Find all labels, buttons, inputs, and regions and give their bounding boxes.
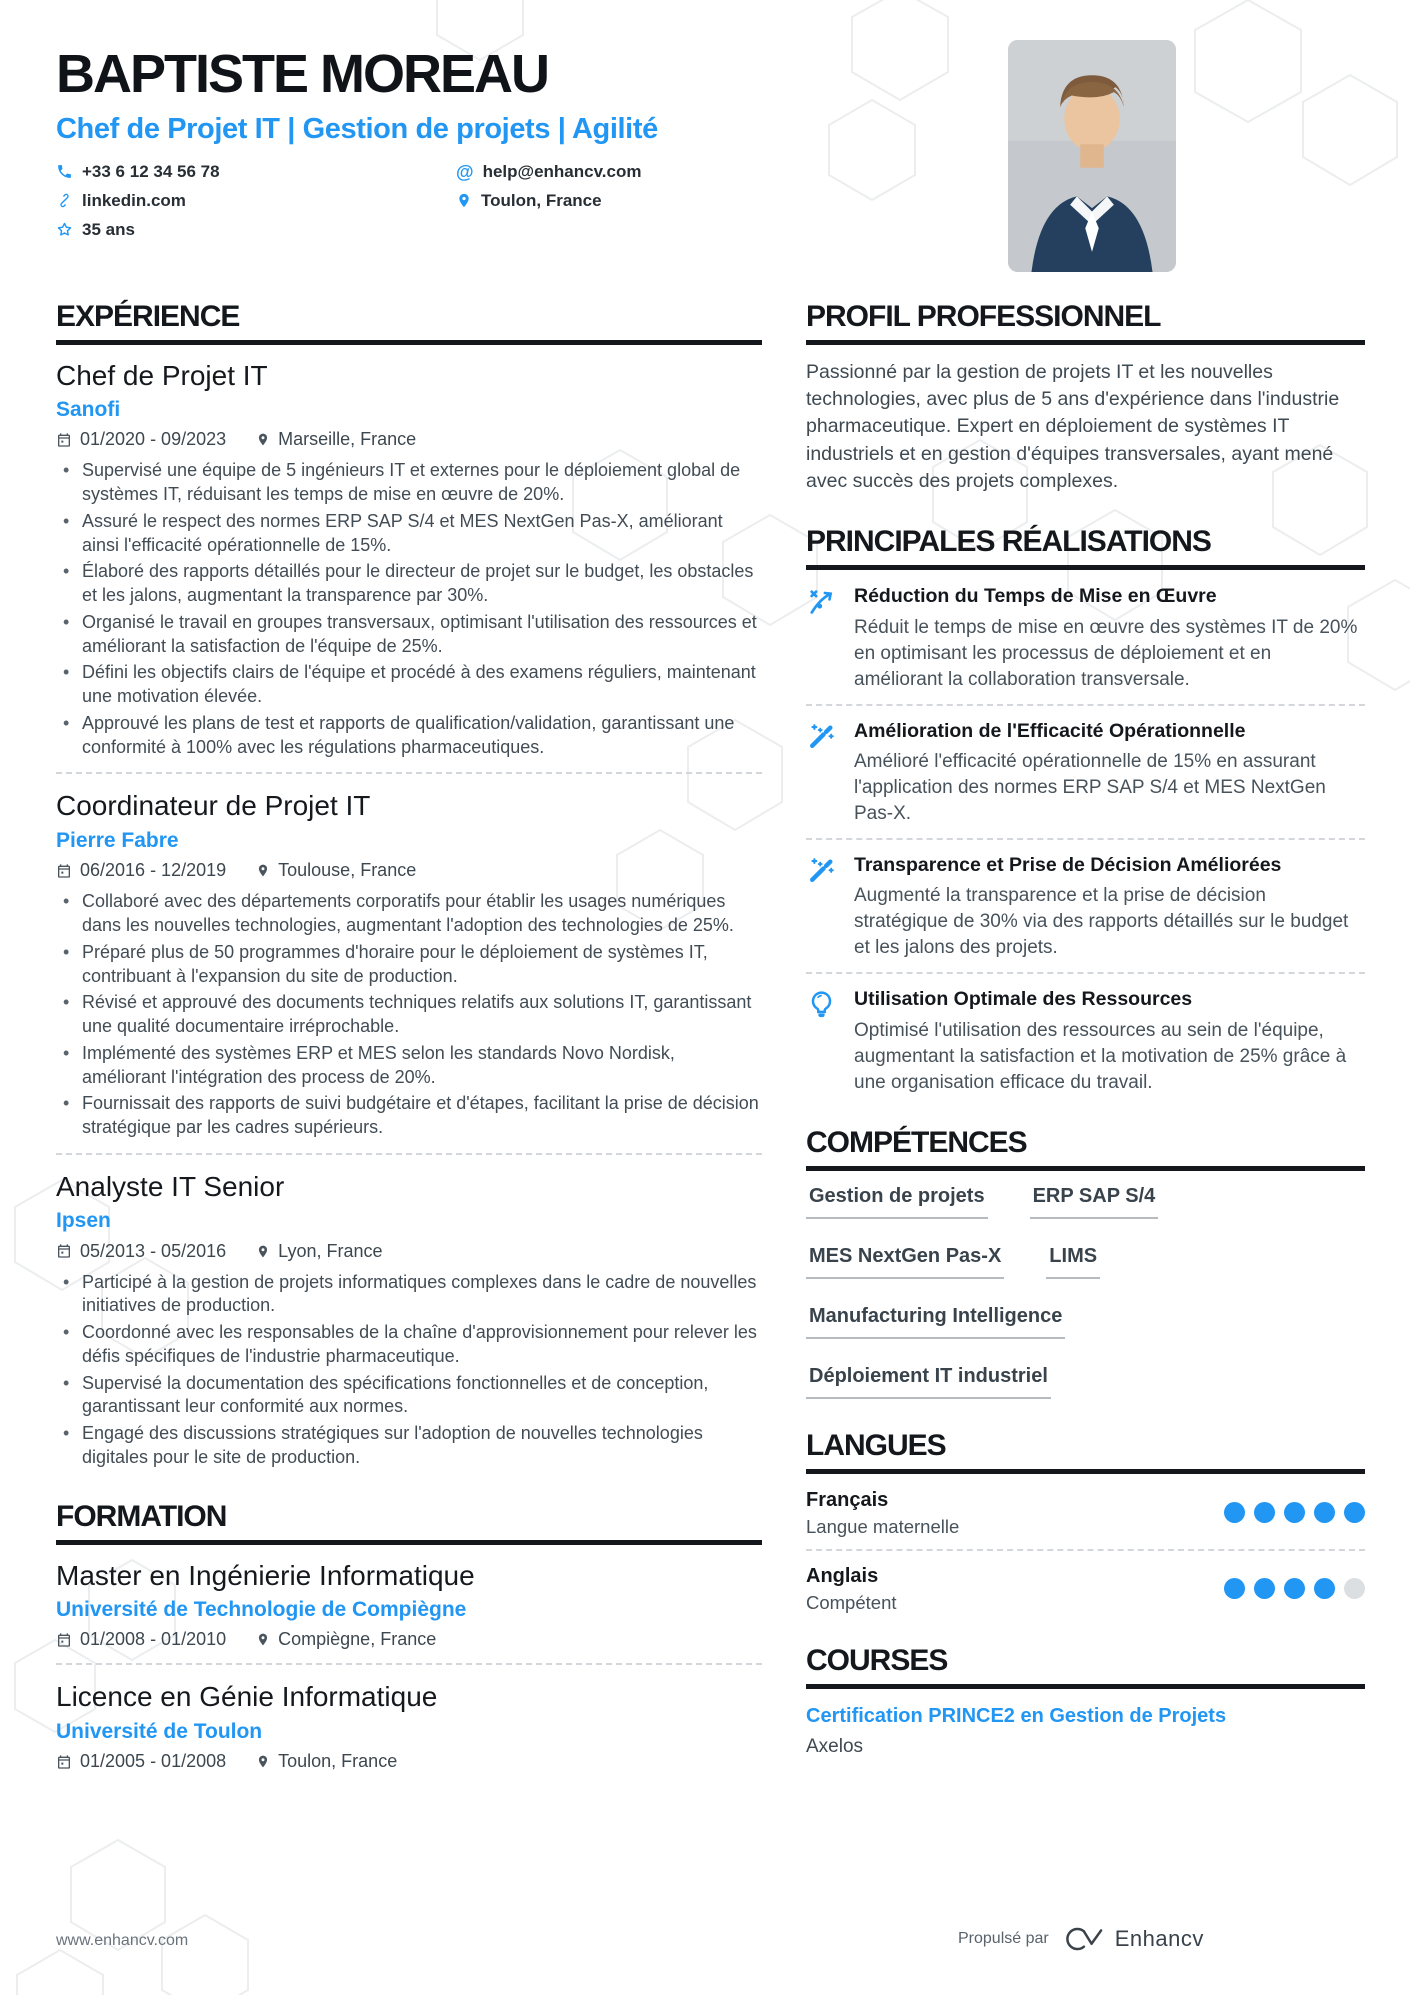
bullet: • Révisé et approuvé des documents techniques relatifs aux solutions IT, garantissant une qualité documentaire irréprochable.: [56, 991, 762, 1039]
achievement-title: Utilisation Optimale des Ressources: [854, 988, 1193, 1011]
location-pin-icon: [256, 1754, 270, 1769]
rating-dot-filled: [1254, 1502, 1275, 1523]
divider: [806, 972, 1365, 974]
bullet: • Participé à la gestion de projets informatiques complexes dans le cadre de nouvelles initiatives de production.: [56, 1271, 762, 1319]
divider: [56, 1663, 762, 1665]
company-name: Ipsen: [56, 1209, 111, 1233]
company-name: Sanofi: [56, 398, 121, 422]
location-pin-icon: [256, 1632, 270, 1647]
courses-heading: COURSES: [806, 1644, 1365, 1689]
job-location: Toulouse, France: [256, 860, 416, 881]
degree-title: Master en Ingénierie Informatique: [56, 1559, 475, 1591]
calendar-icon: [56, 863, 72, 879]
achievement-text: Augmenté la transparence et la prise de décision stratégique de 30% via des rapports détaillés sur le budget et les jalons des projets.: [854, 885, 1349, 959]
location-contact: [456, 189, 1365, 213]
bullet: • Supervisé une équipe de 5 ingénieurs IT et externes pour le déploiement global de systèmes IT, réduisant les temps de mise en œuvre de 20%.: [56, 459, 762, 507]
achievement-text: Réduit le temps de mise en œuvre des systèmes IT de 20% en optimisant les processus de déploiement et en améliorant la collaboration transversale.: [854, 616, 1358, 690]
location-pin-icon: [256, 1244, 270, 1259]
experience-entry: [56, 1170, 762, 1470]
footer-branding: [958, 1926, 1204, 1952]
achievement-item: [806, 719, 1365, 827]
date-range: 01/2005 - 01/2008: [56, 1751, 226, 1772]
profile-section: [806, 300, 1365, 495]
language-row: [806, 1564, 1365, 1614]
school-location: Compiègne, France: [256, 1629, 436, 1650]
bullet: • Fournissait des rapports de suivi budgétaire et d'étapes, facilitant la prise de décision stratégique par les cadres supérieurs.: [56, 1092, 762, 1140]
job-location: Marseille, France: [256, 429, 416, 450]
skill-tag: Déploiement IT industriel: [806, 1365, 1051, 1399]
experience-heading: EXPÉRIENCE: [56, 300, 762, 345]
rating-dot-filled: [1344, 1502, 1365, 1523]
bullet: • Assuré le respect des normes ERP SAP S/4 et MES NextGen Pas-X, améliorant ainsi l'efficacité opérationnelle de 15%.: [56, 510, 762, 558]
achievement-item: [806, 853, 1365, 961]
age-value: 35 ans: [82, 219, 135, 239]
bullet: • Coordonné avec les responsables de la chaîne d'approvisionnement pour relever les défis spécifiques de l'industrie pharmaceutique.: [56, 1321, 762, 1369]
language-name: Anglais: [806, 1564, 879, 1587]
school-name: Université de Toulon: [56, 1719, 263, 1743]
date-range: 01/2008 - 01/2010: [56, 1629, 226, 1650]
language-level: Compétent: [806, 1591, 897, 1613]
at-icon: @: [456, 161, 474, 182]
location-pin-icon: [256, 863, 270, 878]
bullet: • Défini les objectifs clairs de l'équipe et procédé à des examens réguliers, maintenant une motivation élevée.: [56, 661, 762, 709]
divider: [806, 838, 1365, 840]
profile-text: Passionné par la gestion de projets IT et les nouvelles technologies, avec plus de 5 ans d'expérience dans l'industrie pharmaceutique. Expert en déploiement de systèmes IT industriels et en gestion d'équipes transversales, ayant mené avec succès des projets complexes.: [806, 360, 1340, 492]
language-name: Français: [806, 1488, 889, 1511]
divider: [806, 1549, 1365, 1551]
skill-tag: Manufacturing Intelligence: [806, 1305, 1065, 1339]
divider: [806, 704, 1365, 706]
education-entry: [56, 1680, 762, 1772]
rating-dot-filled: [1254, 1578, 1275, 1599]
courses-section: [806, 1644, 1365, 1758]
education-entry: [56, 1559, 762, 1651]
lightbulb-icon: [806, 987, 837, 1095]
school-location: Toulon, France: [256, 1751, 397, 1772]
job-title: Coordinateur de Projet IT: [56, 790, 371, 822]
experience-entry: [56, 789, 762, 1139]
achievement-text: Amélioré l'efficacité opérationnelle de 15% en assurant l'application des normes ERP SAP S/4 et MES NextGen Pas-X.: [854, 750, 1326, 824]
calendar-icon: [56, 1243, 72, 1259]
bullet: • Organisé le travail en groupes transversaux, optimisant l'utilisation des ressources et améliorant la satisfaction de l'équipe de 25%.: [56, 611, 762, 659]
strategy-icon: [806, 584, 837, 692]
calendar-icon: [56, 1632, 72, 1648]
job-bullets: [56, 890, 762, 1140]
enhancv-brand-name[interactable]: Enhancv: [1114, 1926, 1204, 1951]
resume-header: [56, 46, 1365, 242]
enhancv-logo-icon[interactable]: [1061, 1926, 1103, 1952]
bullet: • Élaboré des rapports détaillés pour le directeur de projet sur le budget, les obstacles et les jalons, augmentant la transparence par 30%.: [56, 560, 762, 608]
skill-tag: ERP SAP S/4: [1030, 1185, 1159, 1219]
calendar-icon: [56, 1754, 72, 1770]
rating-dot-empty: [1344, 1578, 1365, 1599]
star-icon: [56, 221, 73, 238]
bullet: • Approuvé les plans de test et rapports de qualification/validation, garantissant une conformité à 100% avec les régulations pharmaceutiques.: [56, 712, 762, 760]
experience-entry: [56, 359, 762, 760]
date-range: 06/2016 - 12/2019: [56, 860, 226, 881]
bullet: • Préparé plus de 50 programmes d'horaire pour le déploiement de systèmes IT, contribuant à l'expansion du site de production.: [56, 941, 762, 989]
school-name: Université de Technologie de Compiègne: [56, 1598, 467, 1622]
contact-info: [56, 160, 1365, 242]
skills-heading: COMPÉTENCES: [806, 1126, 1365, 1171]
date-range: 05/2013 - 05/2016: [56, 1241, 226, 1262]
achievement-title: Transparence et Prise de Décision Améliorées: [854, 853, 1282, 876]
divider: [56, 1153, 762, 1155]
bullet: • Engagé des discussions stratégiques sur l'adoption de nouvelles technologies digitales pour le site de production.: [56, 1422, 762, 1470]
location-pin-icon: [456, 192, 472, 209]
phone-contact: [56, 160, 456, 184]
achievement-item: [806, 987, 1365, 1095]
left-column: [56, 300, 762, 1781]
email-value[interactable]: help@enhancv.com: [482, 161, 642, 181]
linkedin-contact[interactable]: [56, 189, 456, 213]
age-row: [56, 218, 456, 242]
bullet: • Supervisé la documentation des spécifications fonctionnelles et de conception, garantissant leur conformité aux normes.: [56, 1372, 762, 1420]
achievement-title: Réduction du Temps de Mise en Œuvre: [854, 585, 1217, 608]
job-title: Analyste IT Senior: [56, 1170, 285, 1202]
footer-website[interactable]: www.enhancv.com: [56, 1932, 189, 1949]
experience-section: [56, 300, 762, 1470]
job-title: Chef de Projet IT: [56, 359, 268, 391]
course-provider: Axelos: [806, 1735, 864, 1757]
phone-value: +33 6 12 34 56 78: [82, 161, 220, 181]
skills-section: [806, 1126, 1365, 1399]
bullet: • Collaboré avec des départements corporatifs pour établir les usages numériques dans les nouvelles technologies, augmentant l'adoption des technologies de 25%.: [56, 890, 762, 938]
email-contact[interactable]: [456, 160, 1365, 184]
right-column: [806, 300, 1365, 1781]
company-name: Pierre Fabre: [56, 829, 179, 853]
achievement-title: Amélioration de l'Efficacité Opérationnelle: [854, 719, 1246, 742]
course-title-link[interactable]: Certification PRINCE2 en Gestion de Projets: [806, 1704, 1227, 1727]
languages-section: [806, 1429, 1365, 1614]
phone-icon: [56, 163, 73, 180]
rating-dot-filled: [1314, 1502, 1335, 1523]
magic-wand-icon: [806, 853, 837, 961]
achievements-heading: PRINCIPALES RÉALISATIONS: [806, 525, 1365, 570]
achievement-item: [806, 584, 1365, 692]
formation-section: [56, 1500, 762, 1773]
languages-heading: LANGUES: [806, 1429, 1365, 1474]
skill-tag: Gestion de projets: [806, 1185, 988, 1219]
formation-heading: FORMATION: [56, 1500, 762, 1545]
rating-dot-filled: [1314, 1578, 1335, 1599]
job-bullets: [56, 459, 762, 759]
achievement-text: Optimisé l'utilisation des ressources au sein de l'équipe, augmentant la satisfaction et la motivation de 25% grâce à une organisation efficace du travail.: [854, 1019, 1347, 1093]
language-rating: [1224, 1502, 1365, 1523]
rating-dot-filled: [1284, 1578, 1305, 1599]
skill-tag: MES NextGen Pas-X: [806, 1245, 1004, 1279]
job-headline: Chef de Projet IT | Gestion de projets | Agilité: [56, 112, 658, 145]
calendar-icon: [56, 432, 72, 448]
language-row: [806, 1488, 1365, 1538]
achievements-section: [806, 525, 1365, 1096]
location-value: Toulon, France: [481, 190, 602, 210]
location-pin-icon: [256, 432, 270, 447]
powered-by-label: Propulsé par: [958, 1930, 1049, 1947]
job-bullets: [56, 1271, 762, 1470]
link-icon: [56, 192, 73, 209]
rating-dot-filled: [1224, 1502, 1245, 1523]
person-name: BAPTISTE MOREAU: [56, 44, 549, 104]
bullet: • Implémenté des systèmes ERP et MES selon les standards Novo Nordisk, améliorant l'intégration des process de 20%.: [56, 1042, 762, 1090]
course-entry: [806, 1703, 1365, 1758]
skills-list: [806, 1185, 1306, 1399]
magic-wand-icon: [806, 719, 837, 827]
divider: [56, 772, 762, 774]
degree-title: Licence en Génie Informatique: [56, 1681, 438, 1713]
rating-dot-filled: [1284, 1502, 1305, 1523]
skill-tag: LIMS: [1046, 1245, 1100, 1279]
rating-dot-filled: [1224, 1578, 1245, 1599]
profile-heading: PROFIL PROFESSIONNEL: [806, 300, 1365, 345]
language-rating: [1224, 1578, 1365, 1599]
language-level: Langue maternelle: [806, 1515, 960, 1537]
linkedin-value[interactable]: linkedin.com: [82, 190, 186, 210]
job-location: Lyon, France: [256, 1241, 382, 1262]
date-range: 01/2020 - 09/2023: [56, 429, 226, 450]
